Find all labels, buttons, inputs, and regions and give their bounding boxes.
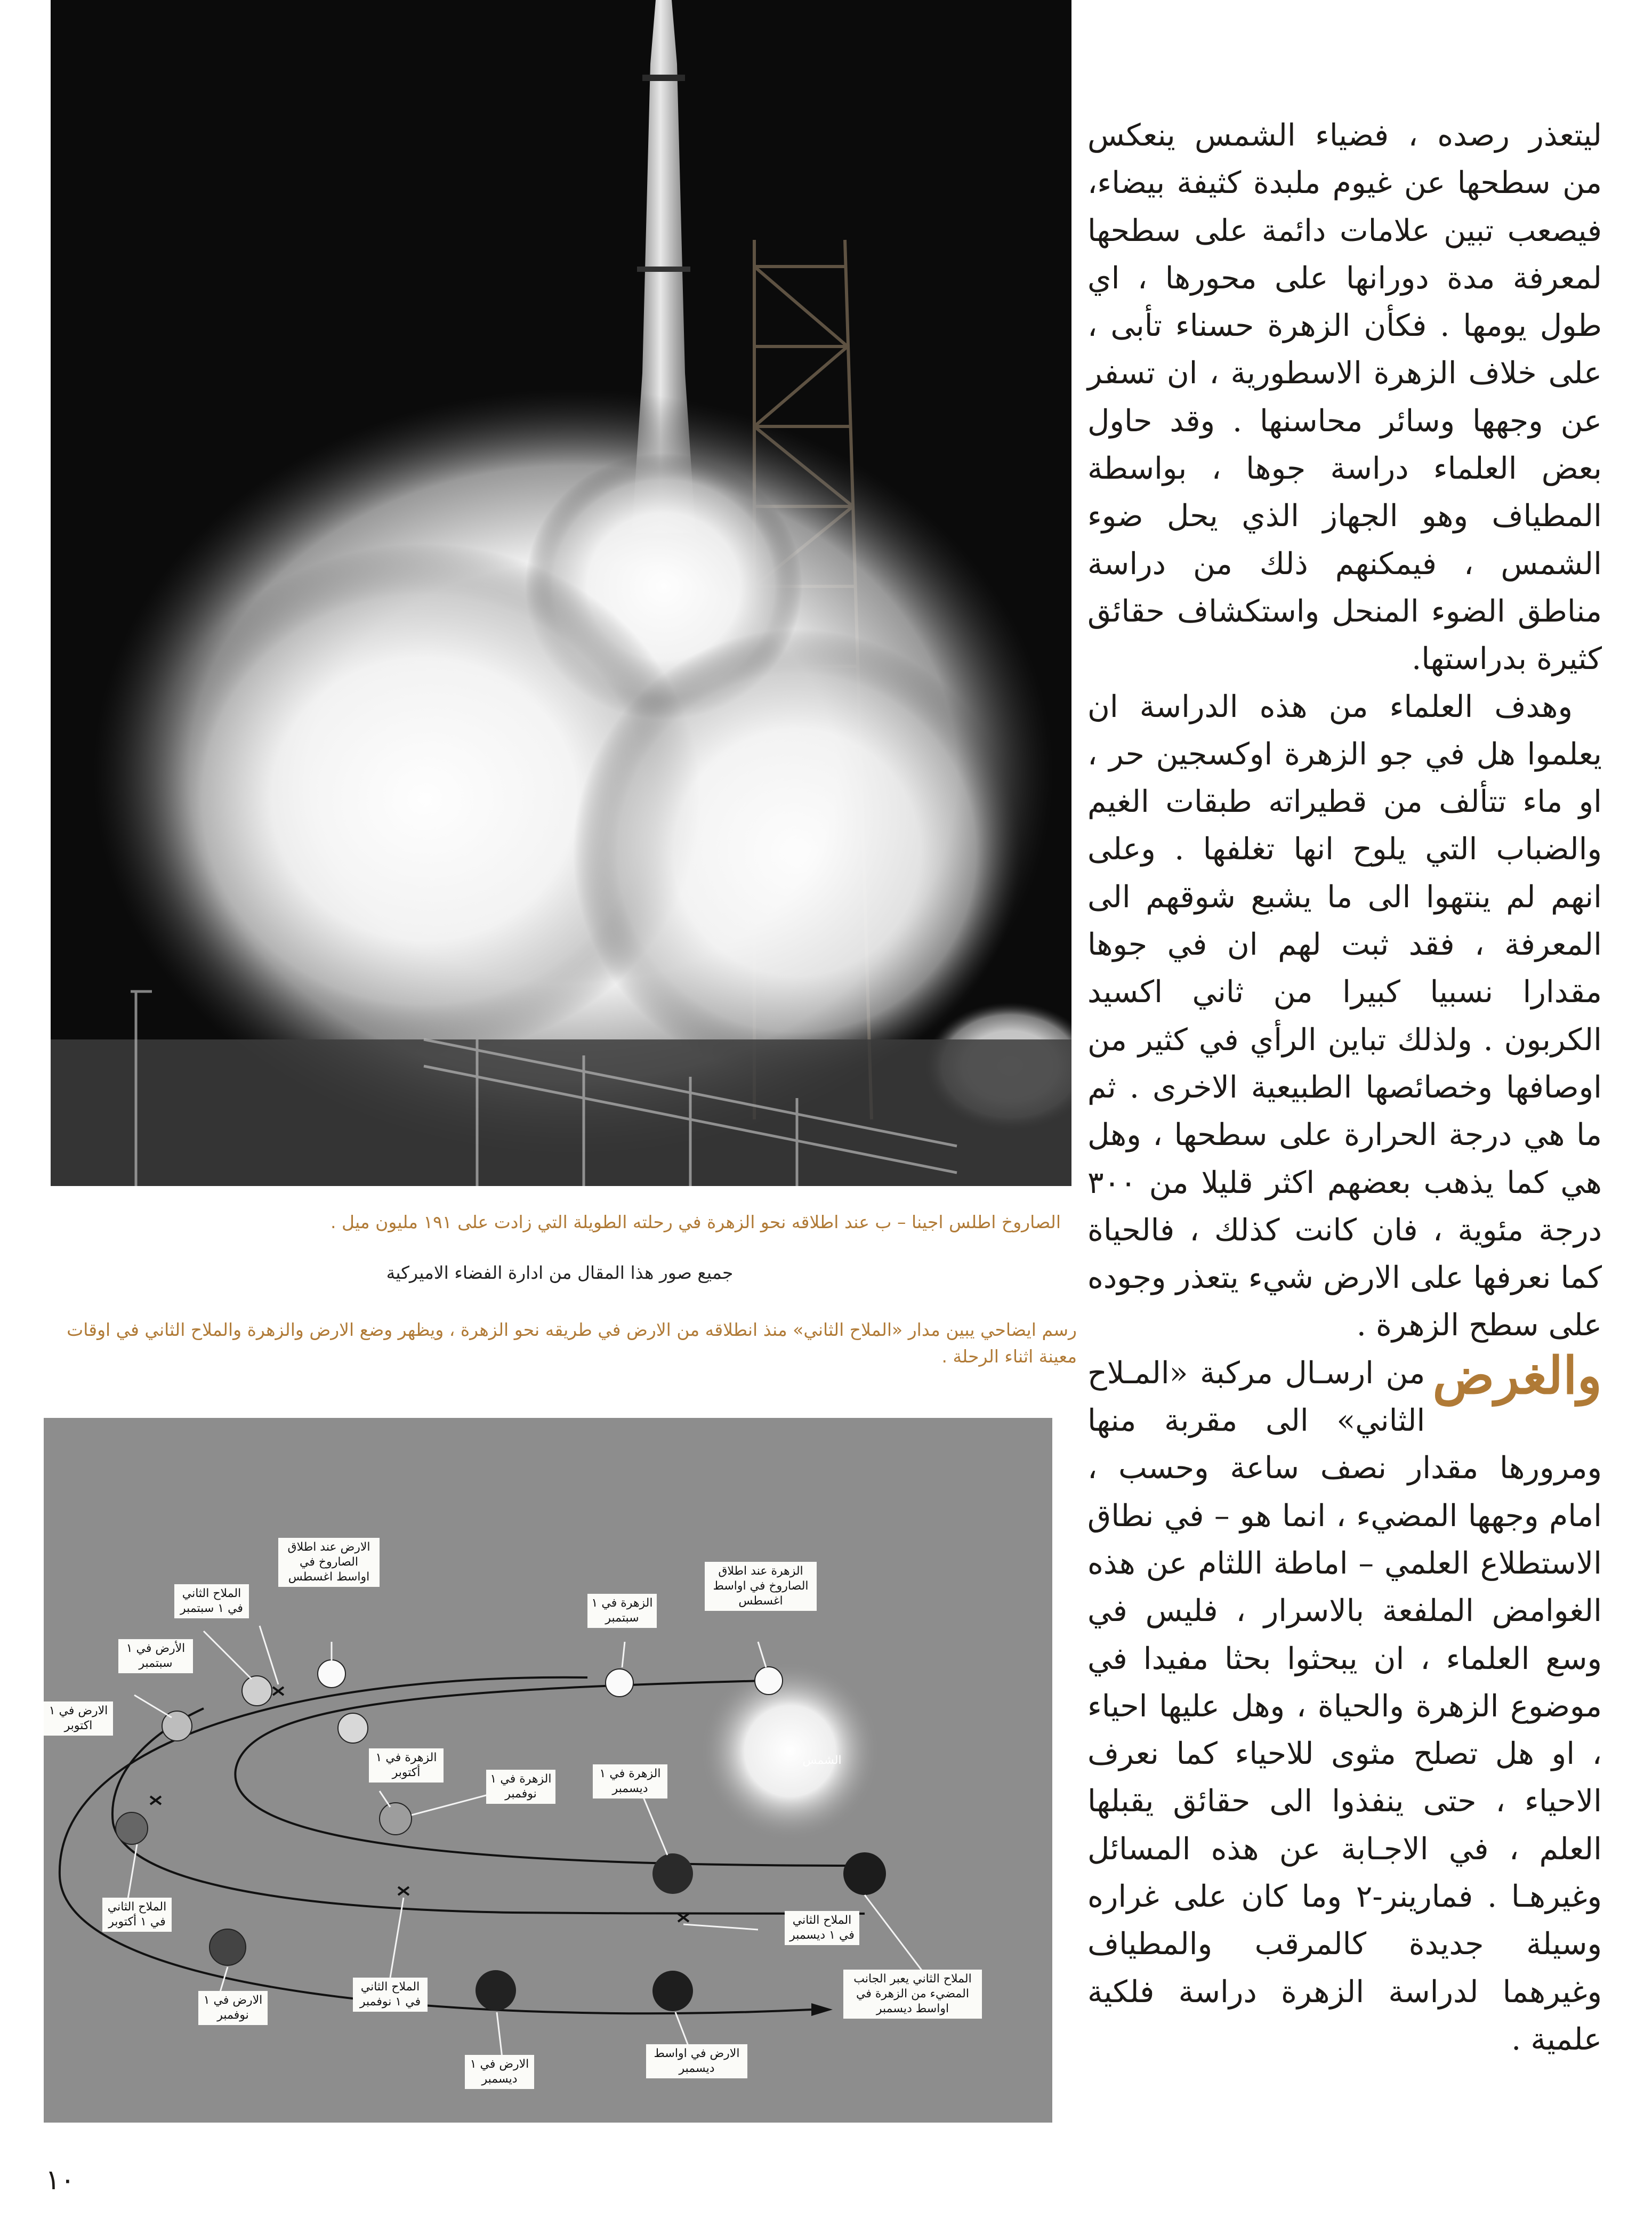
label-earth-sep1: الأرض في ١ سبتمبر	[118, 1639, 193, 1673]
label-venus-sep1: الزهرة في ١ سبتمبر	[587, 1594, 657, 1628]
label-earth-mid-dec: الارض في اواسط ديسمبر	[646, 2044, 747, 2078]
orbit-diagram	[44, 1418, 1052, 2123]
article-paragraph-1: ليتعذر رصده ، فضياء الشمس ينعكس من سطحها عن غيوم ملبدة كثيفة بيضاء، فيصعب تبين علامات دائمة على سطحها لمعرفة مدة دورانها على محورها ، اي طول يومها . فكأن الزهرة حسناء تأبى ، على خلاف الزهرة الاسطورية ، ان تسفر عن وجهها وسائر محاسنها . وقد حاول بعض العلماء دراسة جوها ، بواسطة المطياف وهو الجهاز الذي يحل ضوء الشمس ، فيمكنهم ذلك من دراسة مناطق الضوء المنحل واستكشاف حقائق كثيرة بدراستها.	[1087, 118, 1602, 677]
label-mariner-dec1: الملاح الثاني في ١ ديسمبر	[785, 1911, 859, 1945]
label-venus-nov1: الزهرة في ١ نوفمبر	[486, 1770, 555, 1804]
label-venus-dec1: الزهرة في ١ ديسمبر	[593, 1764, 667, 1798]
drop-word: والغرض	[1432, 1345, 1602, 1406]
label-earth-dec1: الارض في ١ ديسمبر	[465, 2055, 534, 2089]
article-paragraph-3-text: من ارسـال مركبة «المـلاح الثاني» الى مقربة منها ومرورها مقدار نصف ساعة وحسب ، امام وجهها المضيء ، انما هو – في نطاق الاستطلاع العلمي – اماطة اللثام عن هذه الغوامض الملفعة بالاسرار ، فليس في وسع العلماء ، ان يبحثوا بحثا مفيدا في موضوع الزهرة والحياة ، وهل عليها احياء ، او هل تصلح مثوى للاحياء كما نعرف الاحياء ، حتى ينفذوا الى حقائق يقبلها العلم ، في الاجـابة عن هذه المسائل وغيرهـا . فمارينر-٢ وما كان على غراره وسيلة جديدة كالمرقب والمطياف وغيرهما لدراسة الزهرة دراسة فلكية علمية .	[1087, 1355, 1602, 2057]
label-mariner-sep1: الملاح الثاني في ١ سبتمبر	[174, 1584, 249, 1618]
label-mariner-oct1: الملاح الثاني في ١ أكتوبر	[102, 1898, 172, 1932]
label-mariner-nov1: الملاح الثاني في ١ نوفمبر	[353, 1978, 428, 2012]
label-earth-oct1: الارض في ١ اكتوبر	[44, 1701, 113, 1736]
article-paragraph-2: وهدف العلماء من هذه الدراسة ان يعلموا هل في جو الزهرة اوكسجين حر ، او ماء تتألف من قطيراته طبقات الغيم والضباب التي يلوح انها تغلفها . وعلى انهم لم ينتهوا الى ما يشبع شوقهم الى المعرفة ، فقد ثبت لهم ان في جوها مقدارا نسبيا كبيرا من ثاني اكسيد الكربون . ولذلك تباين الرأي في كثير من اوصافها وخصائصها الطبيعية الاخرى . ثم ما هي درجة الحرارة على سطحها ، وهل هي كما يذهب بعضهم اكثر قليلا من ٣٠٠ درجة مئوية ، فان كانت كذلك ، فالحياة كما نعرفها على الارض شيء يتعذر وجوده على سطح الزهرة .	[1087, 689, 1602, 1343]
rocket-launch-photo	[51, 0, 1071, 1186]
label-venus-oct1: الزهرة في ١ أكتوبر	[369, 1748, 444, 1783]
label-earth-nov1: الارض في ١ نوفمبر	[198, 1991, 268, 2025]
label-earth-launch: الارض عند اطلاق الصاروخ في اواسط اغسطس	[278, 1538, 380, 1587]
page-number: ١٠	[45, 2164, 75, 2196]
photo-credit: جميع صور هذا المقال من ادارة الفضاء الاميركية	[386, 1262, 734, 1283]
label-sun: الشمس	[802, 1754, 842, 1767]
photo-caption: الصاروخ اطلس اجينا – ب عند اطلاقه نحو الزهرة في رحلته الطويلة التي زادت على ١٩١ مليون ميل .	[330, 1212, 1061, 1232]
label-mariner-passes: الملاح الثاني يعبر الجانب المضيء من الزهرة في اواسط ديسمبر	[843, 1970, 982, 2019]
article-body	[1087, 112, 1602, 2063]
label-venus-launch: الزهرة عند اطلاق الصاروخ في اواسط اغسطس	[705, 1562, 817, 1611]
diagram-caption: رسم ايضاحي يبين مدار «الملاح الثاني» منذ انطلاقه من الارض في طريقه نحو الزهرة ، ويظهر وضع الارض والزهرة والملاح الثاني في اوقات معينة اثناء الرحلة .	[67, 1319, 1077, 1367]
article-paragraph-3	[1087, 1345, 1602, 2063]
